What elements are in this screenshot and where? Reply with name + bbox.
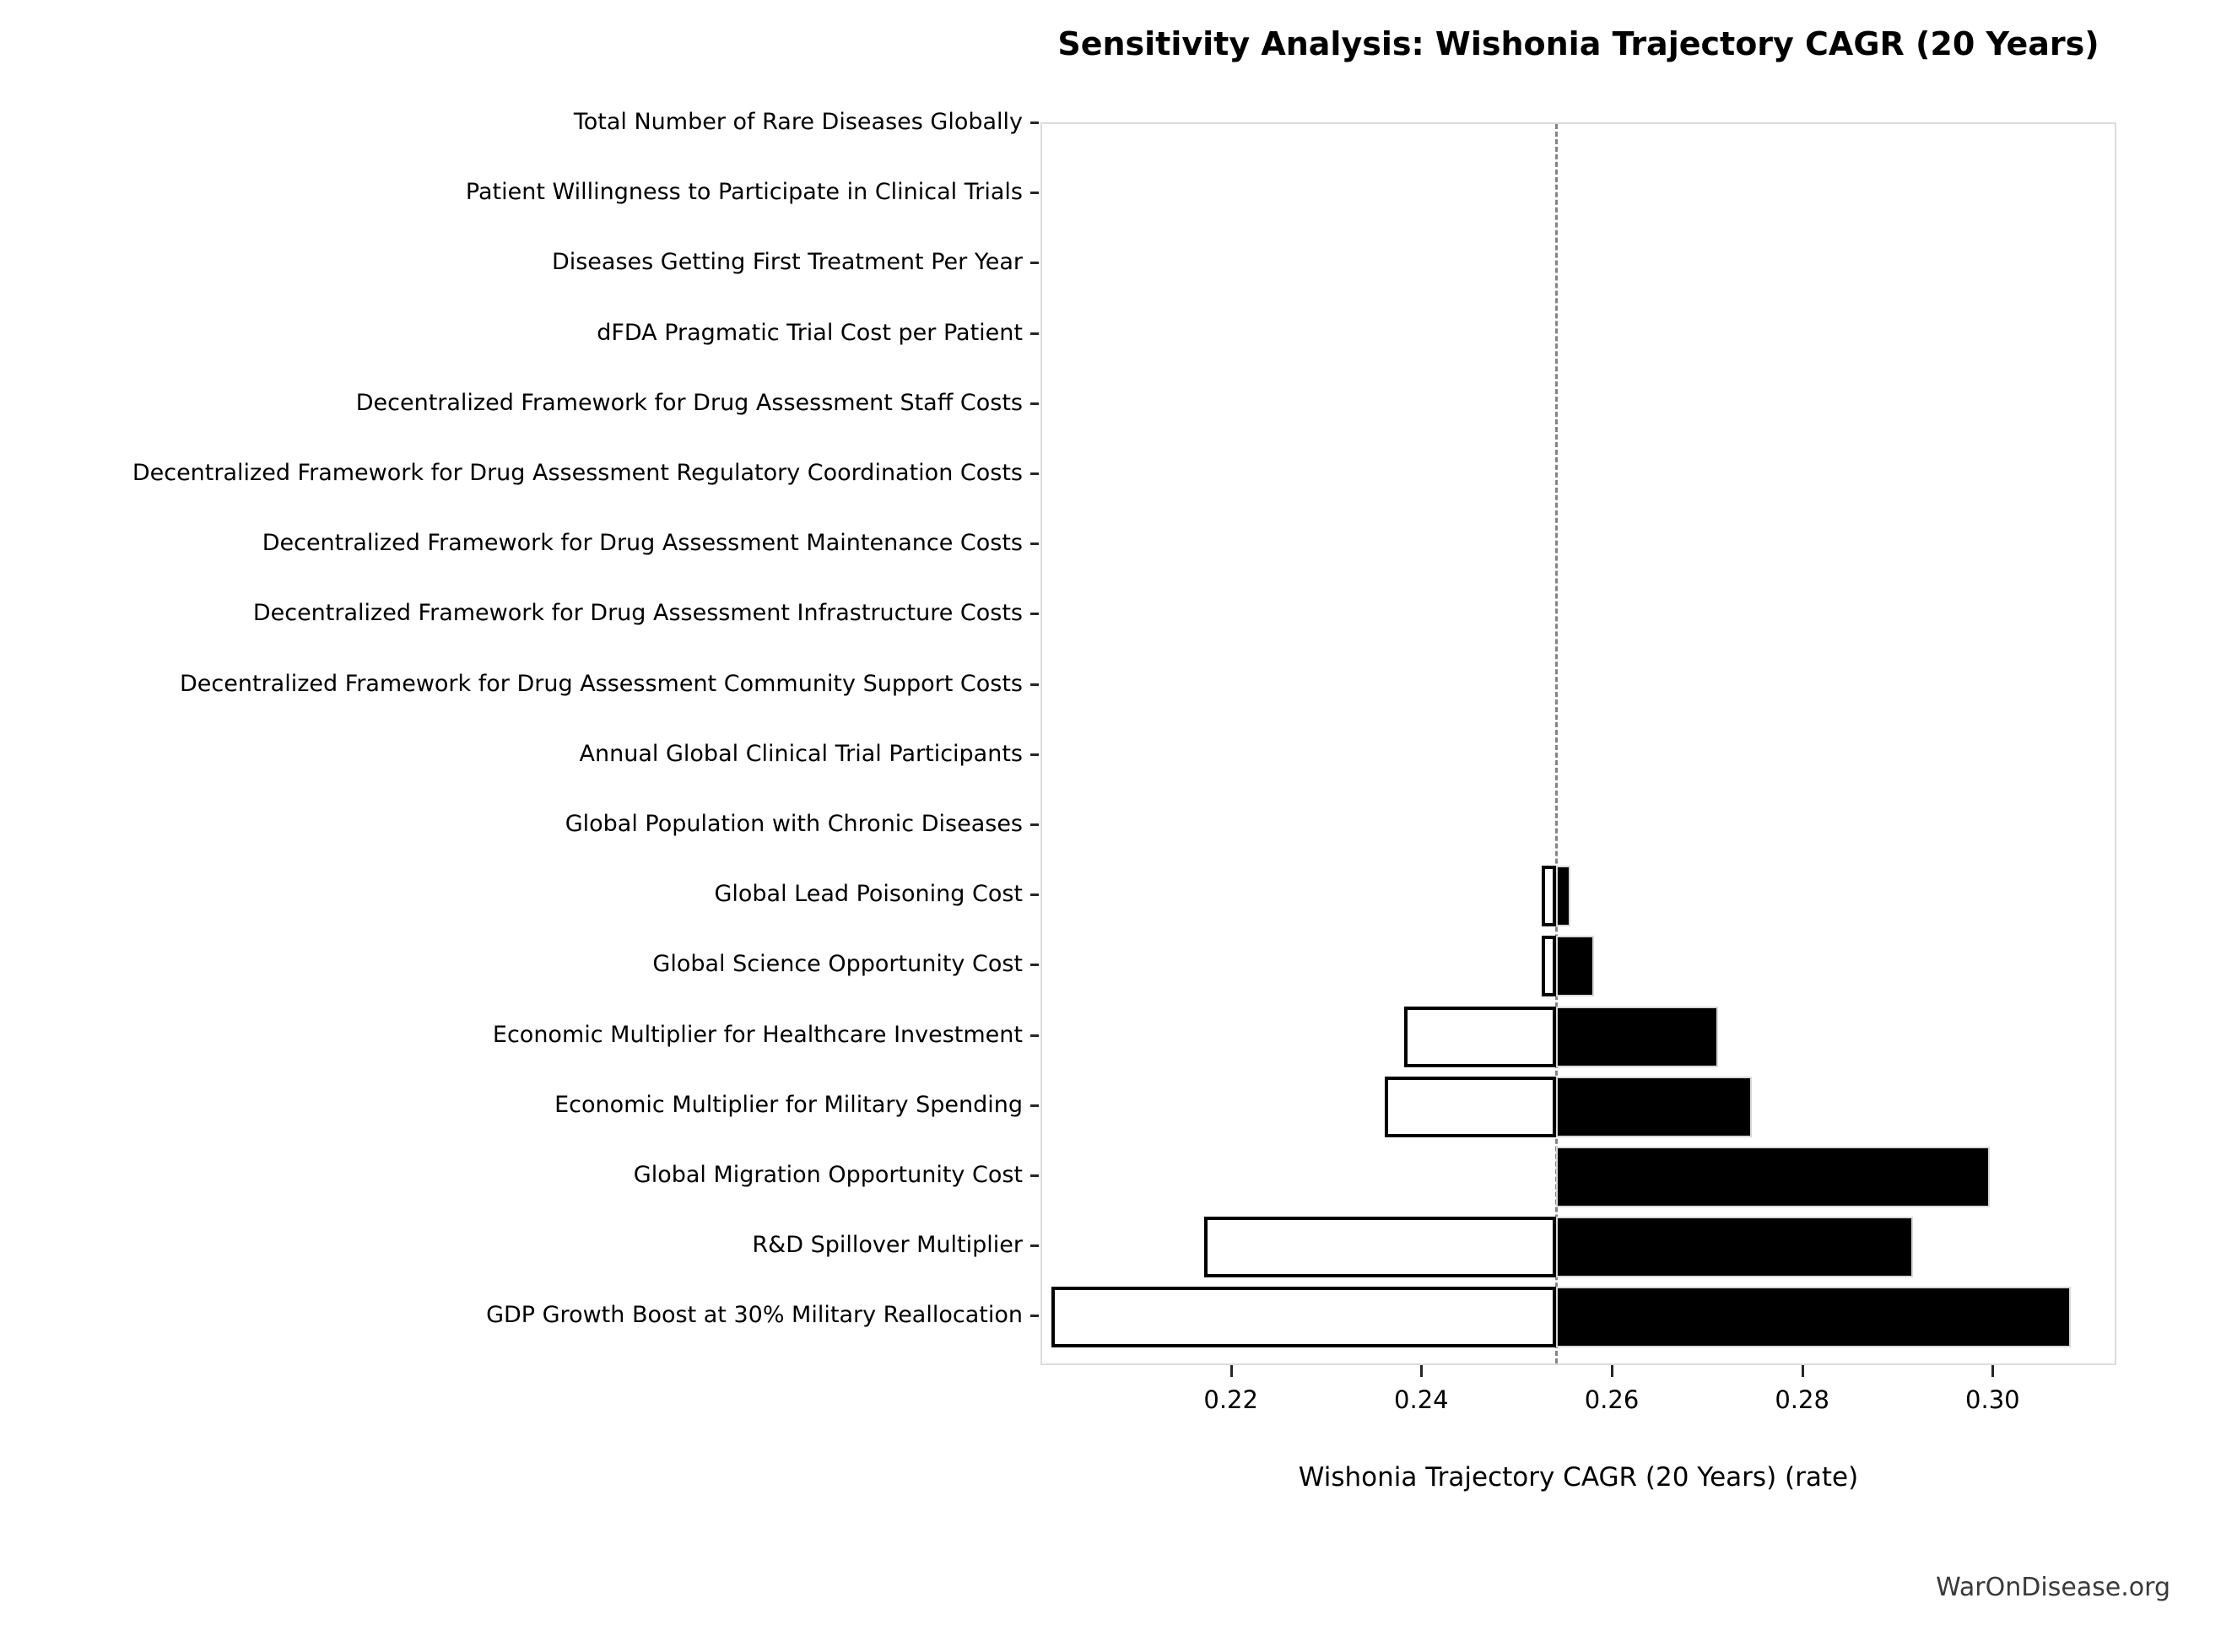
- chart-title: Sensitivity Analysis: Wishonia Trajectory CAGR (20 Years): [1057, 25, 2099, 62]
- x-tick-mark: [1802, 1365, 1804, 1377]
- x-axis-label: Wishonia Trajectory CAGR (20 Years) (rate): [1298, 1462, 1859, 1493]
- x-tick-label: 0.30: [1965, 1385, 2020, 1414]
- y-axis-label: Decentralized Framework for Drug Assessment Infrastructure Costs: [252, 600, 1023, 627]
- y-axis-label: Patient Willingness to Participate in Clinical Trials: [465, 179, 1023, 206]
- y-tick-mark: [1030, 823, 1039, 826]
- high-scenario-bar: [1556, 1287, 2070, 1347]
- y-tick-mark: [1030, 1034, 1039, 1037]
- y-axis-label: Diseases Getting First Treatment Per Year: [551, 249, 1023, 276]
- y-tick-mark: [1030, 964, 1039, 966]
- watermark: WarOnDisease.org: [1936, 1573, 2170, 1602]
- y-tick-mark: [1030, 121, 1039, 124]
- y-axis-label: Global Population with Chronic Diseases: [565, 811, 1023, 837]
- x-tick-mark: [1420, 1365, 1423, 1377]
- high-scenario-bar: [1556, 936, 1594, 996]
- y-axis-label: Decentralized Framework for Drug Assessment Staff Costs: [355, 389, 1023, 416]
- x-tick-label: 0.26: [1584, 1385, 1640, 1414]
- low-scenario-bar: [1204, 1217, 1556, 1277]
- x-tick-mark: [1991, 1365, 1994, 1377]
- low-scenario-bar: [1404, 1007, 1557, 1067]
- y-axis-label: Global Lead Poisoning Cost: [714, 881, 1023, 908]
- y-axis-label: Global Science Opportunity Cost: [652, 951, 1023, 978]
- low-scenario-bar: [1385, 1077, 1556, 1137]
- y-tick-mark: [1030, 613, 1039, 615]
- high-scenario-bar: [1556, 866, 1570, 926]
- y-tick-mark: [1030, 1315, 1039, 1317]
- high-scenario-bar: [1556, 1147, 1989, 1207]
- y-tick-mark: [1030, 262, 1039, 264]
- y-tick-mark: [1030, 753, 1039, 756]
- y-axis-label: Economic Multiplier for Military Spending: [554, 1091, 1023, 1118]
- y-axis-label: Global Migration Opportunity Cost: [633, 1162, 1023, 1188]
- y-tick-mark: [1030, 1174, 1039, 1177]
- y-axis-label: GDP Growth Boost at 30% Military Reallocation: [486, 1302, 1023, 1329]
- y-axis-label: R&D Spillover Multiplier: [752, 1232, 1023, 1259]
- high-scenario-bar: [1556, 1007, 1718, 1067]
- low-scenario-bar: [1051, 1287, 1556, 1347]
- x-tick-mark: [1230, 1365, 1233, 1377]
- x-tick-mark: [1611, 1365, 1613, 1377]
- y-tick-mark: [1030, 472, 1039, 475]
- y-axis-label: Total Number of Rare Diseases Globally: [573, 109, 1023, 135]
- y-axis-label: Annual Global Clinical Trial Participants: [579, 740, 1023, 767]
- y-tick-mark: [1030, 192, 1039, 194]
- y-tick-mark: [1030, 1104, 1039, 1107]
- y-tick-mark: [1030, 893, 1039, 896]
- x-tick-label: 0.24: [1394, 1385, 1449, 1414]
- x-tick-label: 0.28: [1775, 1385, 1829, 1414]
- low-scenario-bar: [1542, 936, 1556, 996]
- y-tick-mark: [1030, 683, 1039, 686]
- y-tick-mark: [1030, 332, 1039, 335]
- plot-area: [1040, 122, 2116, 1365]
- y-axis-label: dFDA Pragmatic Trial Cost per Patient: [597, 319, 1023, 346]
- y-tick-mark: [1030, 543, 1039, 545]
- y-axis-label: Decentralized Framework for Drug Assessment Maintenance Costs: [262, 530, 1023, 557]
- high-scenario-bar: [1556, 1217, 1913, 1277]
- y-axis-label: Decentralized Framework for Drug Assessment Regulatory Coordination Costs: [132, 460, 1023, 486]
- high-scenario-bar: [1556, 1077, 1751, 1137]
- y-axis-label: Decentralized Framework for Drug Assessment Community Support Costs: [180, 670, 1023, 697]
- y-tick-mark: [1030, 402, 1039, 405]
- x-tick-label: 0.22: [1203, 1385, 1258, 1414]
- y-tick-mark: [1030, 1244, 1039, 1247]
- low-scenario-bar: [1542, 866, 1556, 926]
- y-axis-label: Economic Multiplier for Healthcare Investment: [492, 1021, 1023, 1048]
